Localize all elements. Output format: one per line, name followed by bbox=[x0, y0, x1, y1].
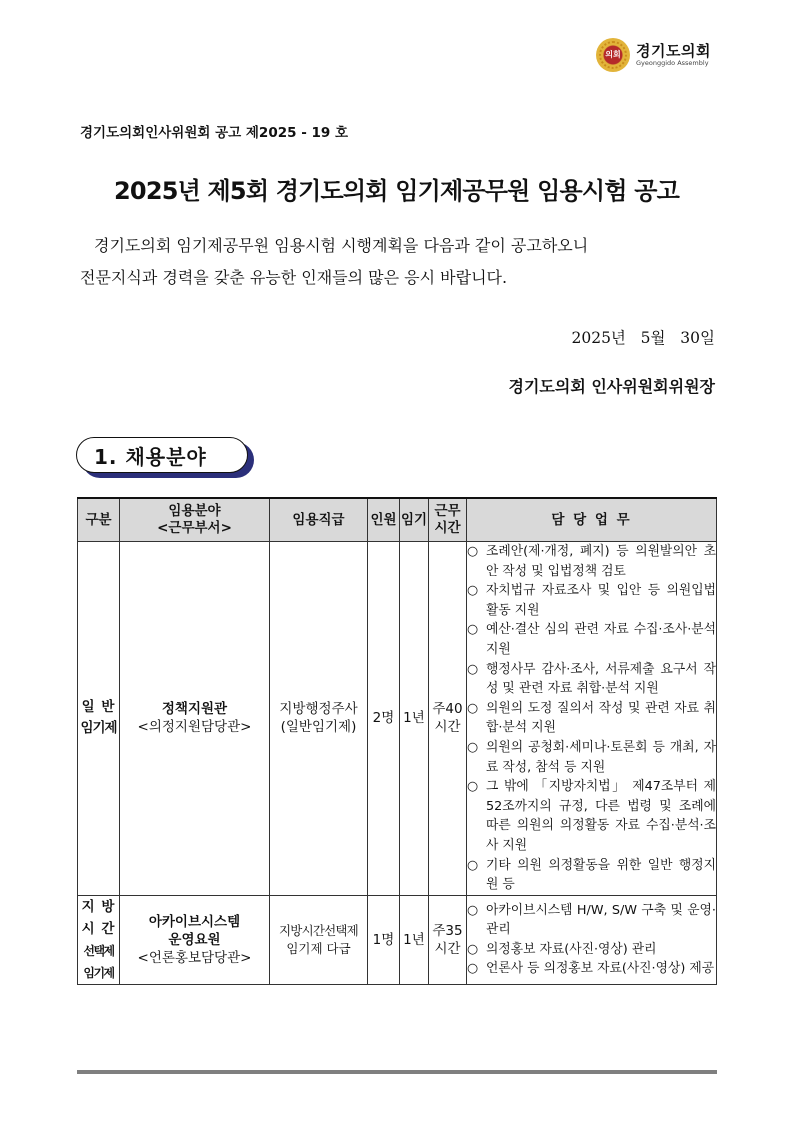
duty-item bbox=[467, 777, 716, 855]
table-row bbox=[78, 542, 717, 896]
header-term: 임기 bbox=[400, 498, 429, 542]
row2-field-dept: <언론홍보담당관> bbox=[137, 949, 252, 966]
notice-date: 2025년 5월 30일 bbox=[571, 329, 715, 347]
row2-hours bbox=[429, 895, 467, 984]
section-heading-box bbox=[76, 437, 248, 473]
row2-category-line1: 지 방 bbox=[81, 898, 116, 915]
row2-category-line2: 시 간 bbox=[81, 920, 116, 937]
row2-term: 1년 bbox=[400, 895, 429, 984]
intro-line-1 bbox=[80, 230, 720, 262]
duty-text: 기타 의원 의정활동을 위한 일반 행정지원 등 bbox=[486, 857, 716, 893]
row1-field-title: 정책지원관 bbox=[161, 701, 228, 718]
circle-bullet-icon: ○ bbox=[467, 622, 479, 638]
footer-divider bbox=[77, 1070, 717, 1074]
row1-rank-line1: 지방행정주사 bbox=[279, 701, 358, 718]
section-heading: 1. 채용분야 bbox=[94, 444, 207, 469]
notice-number: 경기도의회인사위원회 공고 제2025 - 19 호 bbox=[80, 125, 349, 141]
row2-duties bbox=[467, 895, 717, 984]
duty-text: 행정사무 감사·조사, 서류제출 요구서 작성 및 관련 자료 취합·분석 지원 bbox=[486, 661, 716, 697]
header-count: 인원 bbox=[368, 498, 400, 542]
duty-text: 언론사 등 의정홍보 자료(사진·영상) 제공 bbox=[486, 961, 715, 977]
assembly-logo bbox=[596, 38, 711, 72]
circle-bullet-icon: ○ bbox=[467, 941, 479, 957]
row1-category bbox=[78, 542, 120, 896]
duty-text: 예산·결산 심의 관련 자료 수집·조사·분석 지원 bbox=[486, 622, 716, 657]
logo-name-ko: 경기도의회 bbox=[636, 41, 711, 60]
row1-rank-line2: (일반임기제) bbox=[280, 719, 357, 736]
header-field-line2: <근무부서> bbox=[157, 520, 232, 536]
row2-hours-line2: 시간 bbox=[434, 940, 461, 957]
row1-hours bbox=[429, 542, 467, 896]
header-field-line1: 임용분야 bbox=[168, 503, 221, 519]
header-duties: 담 당 업 무 bbox=[467, 498, 717, 542]
row2-rank-line2: 임기제 다급 bbox=[286, 940, 351, 956]
row2-category-line4: 임기제 bbox=[83, 965, 114, 980]
duty-text: 그 밖에 「지방자치법」 제47조부터 제52조까지의 규정, 다른 법령 및 조례에 따른 의원의 의정활동 자료 수집·분석·조사 지원 bbox=[486, 779, 716, 853]
row2-field bbox=[120, 895, 270, 984]
row2-category bbox=[78, 895, 120, 984]
duty-item bbox=[467, 959, 716, 979]
circle-bullet-icon: ○ bbox=[467, 902, 479, 918]
duty-item bbox=[467, 581, 716, 620]
assembly-seal-icon bbox=[596, 38, 630, 72]
header-hours-line1: 근무 bbox=[434, 503, 461, 519]
circle-bullet-icon: ○ bbox=[467, 779, 479, 795]
row2-rank bbox=[270, 895, 368, 984]
duty-item bbox=[467, 660, 716, 699]
circle-bullet-icon: ○ bbox=[467, 857, 479, 873]
duty-item bbox=[467, 738, 716, 777]
circle-bullet-icon: ○ bbox=[467, 583, 479, 599]
row1-hours-line2: 시간 bbox=[434, 719, 461, 736]
header-hours-line2: 시간 bbox=[434, 520, 461, 536]
duty-item bbox=[467, 901, 716, 940]
logo-text bbox=[636, 43, 711, 68]
header-hours bbox=[429, 498, 467, 542]
header-category: 구분 bbox=[78, 498, 120, 542]
row2-hours-line1: 주35 bbox=[432, 922, 463, 939]
intro-line-2: 전문지식과 경력을 갖춘 유능한 인재들의 많은 응시 바랍니다. bbox=[80, 268, 508, 287]
duty-text: 자치법규 자료조사 및 입안 등 의원입법활동 지원 bbox=[486, 583, 716, 618]
row2-category-line3: 선택제 bbox=[83, 943, 114, 958]
duty-item bbox=[467, 699, 716, 738]
row2-rank-line1: 지방시간선택제 bbox=[279, 922, 358, 938]
table-row bbox=[78, 895, 717, 984]
row1-field bbox=[120, 542, 270, 896]
row1-field-dept: <의정지원담당관> bbox=[137, 719, 252, 736]
duty-text: 의정홍보 자료(사진·영상) 관리 bbox=[486, 941, 657, 957]
row1-rank bbox=[270, 542, 368, 896]
duty-item bbox=[467, 542, 716, 581]
duty-text: 아카이브시스템 H/W, S/W 구축 및 운영·관리 bbox=[486, 902, 716, 938]
duty-text: 의원의 도정 질의서 작성 및 관련 자료 취합·분석 지원 bbox=[486, 700, 716, 736]
duty-text: 조례안(제·개정, 폐지) 등 의원발의안 초안 작성 및 입법정책 검토 bbox=[486, 544, 716, 579]
circle-bullet-icon: ○ bbox=[467, 961, 479, 977]
recruitment-table bbox=[77, 497, 717, 985]
row2-field-title-line1: 아카이브시스템 bbox=[148, 913, 241, 930]
intro-line-1-text: 경기도의회 임기제공무원 임용시험 시행계획을 다음과 같이 공고하오니 bbox=[94, 236, 589, 255]
duty-item bbox=[467, 940, 716, 960]
document-title: 2025년 제5회 경기도의회 임기제공무원 임용시험 공고 bbox=[114, 177, 679, 205]
row2-field-title-line2: 운영요원 bbox=[168, 931, 221, 948]
circle-bullet-icon: ○ bbox=[467, 661, 479, 677]
row1-duties bbox=[467, 542, 717, 896]
duty-item bbox=[467, 620, 716, 659]
row2-count: 1명 bbox=[368, 895, 400, 984]
row1-category-line1: 일 반 bbox=[81, 699, 116, 716]
logo-name-en: Gyeonggido Assembly bbox=[636, 58, 709, 67]
row1-term: 1년 bbox=[400, 542, 429, 896]
intro-paragraph bbox=[80, 230, 720, 294]
row1-category-line2: 임기제 bbox=[80, 720, 117, 737]
seal-text: 의회 bbox=[605, 50, 621, 59]
table-header-row bbox=[78, 498, 717, 542]
row1-count: 2명 bbox=[368, 542, 400, 896]
circle-bullet-icon: ○ bbox=[467, 544, 479, 559]
issuer: 경기도의회 인사위원회위원장 bbox=[508, 377, 715, 396]
header-field bbox=[120, 498, 270, 542]
row1-hours-line1: 주40 bbox=[432, 701, 463, 718]
header-rank: 임용직급 bbox=[270, 498, 368, 542]
duty-text: 의원의 공청회·세미나·토론회 등 개최, 자료 작성, 참석 등 지원 bbox=[486, 739, 716, 775]
circle-bullet-icon: ○ bbox=[467, 739, 479, 755]
duty-item bbox=[467, 856, 716, 895]
circle-bullet-icon: ○ bbox=[467, 700, 479, 716]
